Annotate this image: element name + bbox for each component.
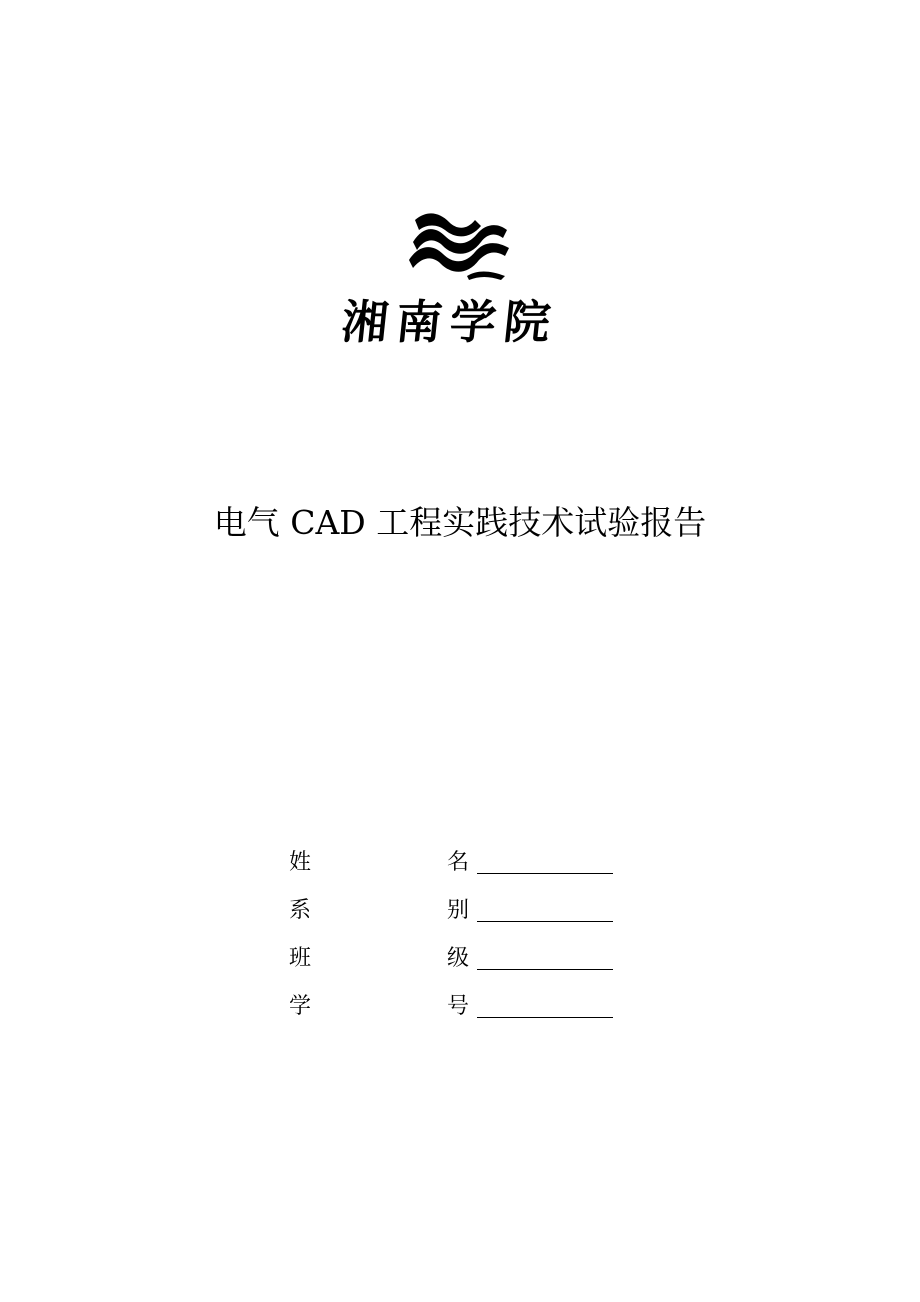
class-field[interactable] xyxy=(477,969,613,970)
form-row-department xyxy=(289,891,629,939)
form-row-student-id xyxy=(289,987,629,1035)
department-label-first: 系 xyxy=(289,898,312,923)
student-id-field[interactable] xyxy=(477,1017,613,1018)
form-row-class xyxy=(289,939,629,987)
student-id-label-second: 号 xyxy=(447,994,470,1019)
school-emblem-logo xyxy=(405,212,515,282)
name-label-second: 名 xyxy=(447,850,470,875)
school-name-calligraphy: 湘南学院 xyxy=(339,295,561,349)
name-label-first: 姓 xyxy=(289,850,312,875)
class-label-second: 级 xyxy=(447,946,470,971)
class-label-first: 班 xyxy=(289,946,312,971)
department-label-second: 别 xyxy=(447,898,470,923)
form-row-name xyxy=(289,843,629,891)
report-title: 电气 CAD 工程实践技术试验报告 xyxy=(213,503,707,542)
student-id-label-first: 学 xyxy=(289,994,312,1019)
student-info-form xyxy=(289,843,629,1035)
name-field[interactable] xyxy=(477,873,613,874)
department-field[interactable] xyxy=(477,921,613,922)
